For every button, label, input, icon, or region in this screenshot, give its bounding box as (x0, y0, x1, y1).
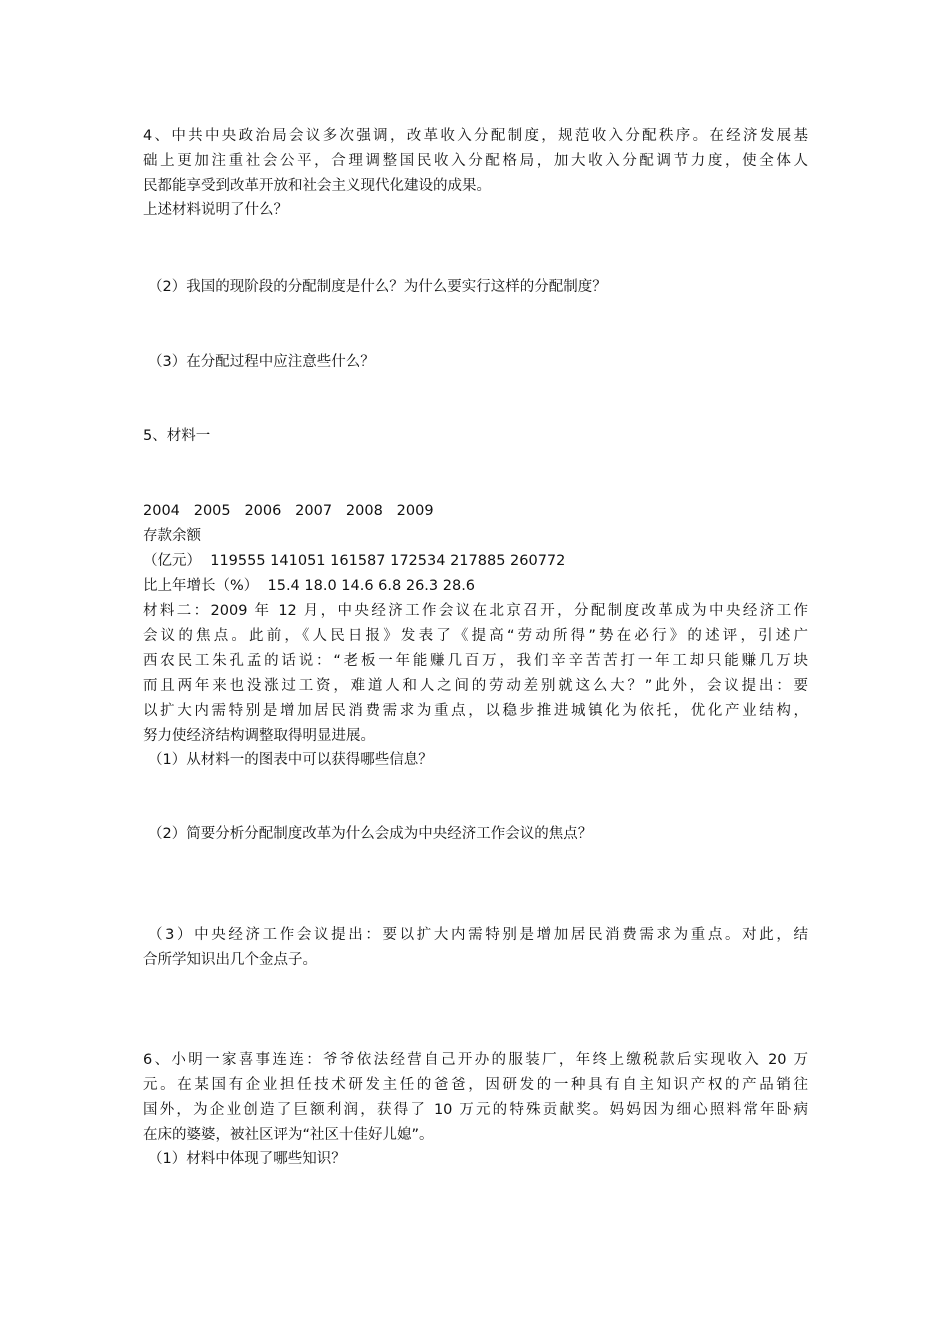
q5-material2-line-2: 会议的焦点。此前，《人民日报》发表了《提高“劳动所得”势在必行》的述评，引述广 (143, 628, 808, 644)
q5-table-row1-label: 存款余额 (143, 528, 201, 544)
q5-sub-question-2: （2）简要分析分配制度改革为什么会成为中央经济工作会议的焦点？ (148, 826, 593, 842)
q5-material2-line-1: 材料二：2009 年 12 月，中央经济工作会议在北京召开，分配制度改革成为中央经济工作 (143, 603, 808, 619)
q5-sub-question-3-line-1: （3）中央经济工作会议提出：要以扩大内需特别是增加居民消费需求为重点。对此，结 (148, 927, 808, 943)
q6-line-2: 元。在某国有企业担任技术研发主任的爸爸，因研发的一种具有自主知识产权的产品销往 (143, 1077, 808, 1093)
q4-sub-question-3: （3）在分配过程中应注意些什么？ (148, 354, 375, 370)
q4-line-1: 4、中共中央政治局会议多次强调，改革收入分配制度，规范收入分配秩序。在经济发展基 (143, 128, 808, 144)
q6-sub-question-1: （1）材料中体现了哪些知识？ (148, 1151, 346, 1167)
q6-line-1: 6、小明一家喜事连连：爷爷依法经营自己开办的服装厂，年终上缴税款后实现收入 20 万 (143, 1052, 808, 1068)
q5-sub-question-3-line-2: 合所学知识出几个金点子。 (143, 952, 317, 968)
q5-material2-line-4: 而且两年来也没涨过工资，难道人和人之间的劳动差别就这么大？”此外，会议提出：要 (143, 678, 808, 694)
q4-question: 上述材料说明了什么？ (143, 202, 288, 218)
q4-sub-question-2: （2）我国的现阶段的分配制度是什么？为什么要实行这样的分配制度？ (148, 279, 607, 295)
q4-line-3: 民都能享受到改革开放和社会主义现代化建设的成果。 (143, 178, 491, 194)
q5-table-years: 2004 2005 2006 2007 2008 2009 (143, 503, 434, 519)
q6-line-4: 在床的婆婆，被社区评为“社区十佳好儿媳”。 (143, 1127, 434, 1143)
q5-material2-line-6: 努力使经济结构调整取得明显进展。 (143, 728, 375, 744)
q5-heading: 5、材料一 (143, 428, 211, 444)
q5-material2-line-5: 以扩大内需特别是增加居民消费需求为重点，以稳步推进城镇化为依托，优化产业结构， (143, 703, 808, 719)
q5-sub-question-1: （1）从材料一的图表中可以获得哪些信息？ (148, 752, 433, 768)
q5-material2-line-3: 西农民工朱孔孟的话说：“老板一年能赚几百万，我们辛辛苦苦打一年工却只能赚几万块 (143, 653, 808, 669)
q6-line-3: 国外，为企业创造了巨额利润，获得了 10 万元的特殊贡献奖。妈妈因为细心照料常年卧病 (143, 1102, 808, 1118)
q5-table-row1-values: （亿元） 119555 141051 161587 172534 217885 260772 (143, 553, 566, 569)
q4-line-2: 础上更加注重社会公平，合理调整国民收入分配格局，加大收入分配调节力度，使全体人 (143, 153, 808, 169)
q5-table-row2: 比上年增长（%） 15.4 18.0 14.6 6.8 26.3 28.6 (143, 578, 476, 594)
